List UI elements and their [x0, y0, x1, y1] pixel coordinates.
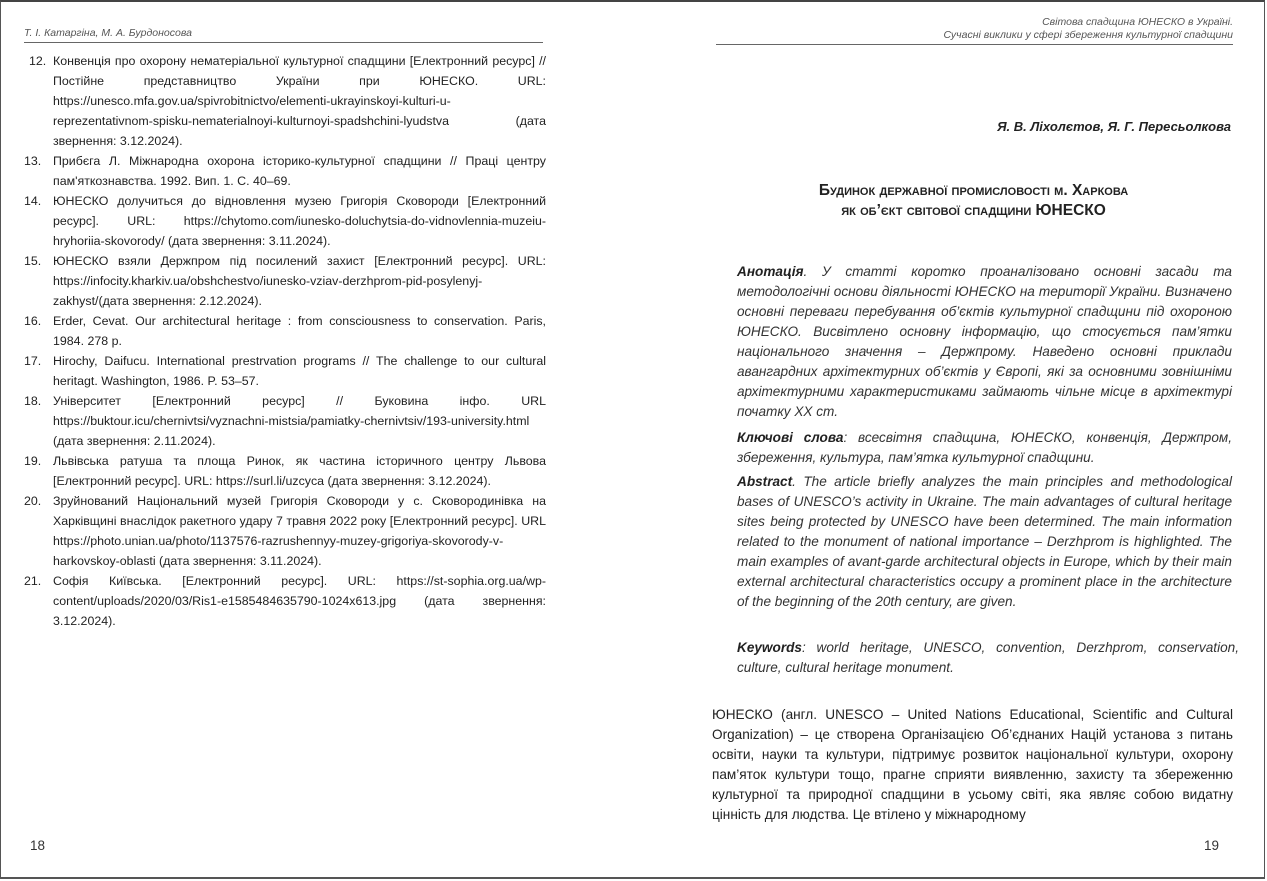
reference-number: 18.	[24, 394, 42, 408]
reference-number: 14.	[24, 194, 42, 208]
reference-text: Конвенція про охорону нематеріальної культурної спадщини [Електронний ресурс] // Постійне представництво України при ЮНЕСКО. URL: https://unesco.mfa.gov.ua/spivrobitnictvo/elementi-ukrayinskoyi-kulturi-u-reprezentativnom-spisku-nematerialnoyi-kulturnoyi-spadshchini-lyudstva (дата звернення: 3.12.2024).	[53, 54, 546, 148]
page-number: 18	[30, 838, 46, 853]
keywords-text: : world heritage, UNESCO, convention, Derzhprom, conservation, culture, cultural heritage monument.	[737, 640, 1239, 675]
title-line: Будинок державної промисловості м. Харкова	[818, 182, 1129, 199]
annotation-text: . У статті коротко проаналізовано основні засади та методологічні основи діяльності ЮНЕСКО на території України. Визначено основні переваги перебування об’єктів культурної спадщини під охороною ЮНЕСКО. Висвітлено основну інформацію, що стосується пам’ятки національного значення – Держпрому. Наведено основні приклади авангардних архітектурних об’єктів у Європі, які за основними зовнішніми архітектурними характеристиками займають чільне місце в архітектурі початку ХХ ст.	[737, 264, 1232, 419]
annotation-ua	[737, 262, 1232, 422]
abstract-en	[737, 472, 1232, 612]
reference-item	[24, 451, 546, 491]
reference-text: Hirochy, Daifucu. International prestrvation programs // The challenge to our cultural heritagt. Washington, 1986. P. 53–57.	[53, 354, 546, 388]
page-left	[0, 0, 600, 881]
body-paragraph: ЮНЕСКО (англ. UNESCO – United Nations Educational, Scientific and Cultural Organization) – це створена Організацією Об’єднаних Націй установа з питань освіти, науки та культури, підтримує розвиток національної культури, охорону пам’яток культури тощо, прагне сприяти виявленню, захисту та збереженню культурної та природної спадщини в усьому світі, яка являє собою видатну цінність для людства. Це втілено у міжнародному	[712, 707, 1233, 822]
abstract-label: Abstract	[737, 474, 793, 489]
reference-item	[24, 51, 546, 151]
reference-text: Львівська ратуша та площа Ринок, як частина історичного центру Львова [Електронний ресурс]. URL: https://surl.li/uzcyca (дата звернення: 3.12.2024).	[53, 454, 546, 488]
reference-item	[24, 491, 546, 571]
reference-text: Зруйнований Національний музей Григорія Сковороди у с. Сковородинівка на Харківщині внаслідок ракетного удару 7 травня 2022 року [Електронний ресурс]. URL https://photo.unian.ua/photo/1137576-razrushennyy-muzey-grigoriya-skovorody-v-harkovskoy-oblasti (дата звернення: 3.11.2024).	[53, 494, 546, 568]
reference-item	[24, 351, 546, 391]
reference-text: ЮНЕСКО долучиться до відновлення музею Григорія Сковороди [Електронний ресурс]. URL: https://chytomo.com/iunesko-doluchytsia-do-vidnovlennia-muzeiu-hryhoriia-skovorody/ (дата звернення: 3.11.2024).	[53, 194, 546, 248]
keywords-text: : всесвітня спадщина, ЮНЕСКО, конвенція, Держпром, збереження, культура, пам’ятка культурної спадщини.	[737, 430, 1232, 465]
reference-list	[24, 51, 546, 631]
article-title	[716, 181, 1231, 221]
keywords-en	[737, 638, 1239, 678]
abstract-text: . The article briefly analyzes the main principles and methodological bases of UNESCO’s activity in Ukraine. The main advantages of cultural heritage sites being protected by UNESCO have been determined. The main information related to the monument of national importance – Derzhprom is highlighted. The main examples of avant-garde architectural objects in Europe, which by their main external architectural characteristics occupy a prominent place in the architecture of the beginning of the 20th century, are given.	[737, 474, 1232, 609]
reference-text: Прибєга Л. Міжнародна охорона історико-культурної спадщини // Праці центру пам'яткознавства. 1992. Вип. 1. С. 40–69.	[53, 154, 546, 188]
reference-text: Erder, Cevat. Our architectural heritage : from consciousness to conservation. Paris, 1984. 278 p.	[53, 314, 546, 348]
reference-item	[24, 251, 546, 311]
reference-item	[24, 191, 546, 251]
title-line: як об’єкт світової спадщини ЮНЕСКО	[841, 202, 1106, 219]
reference-number: 15.	[24, 254, 42, 268]
reference-number: 17.	[24, 354, 42, 368]
page-number: 19	[1204, 838, 1220, 853]
reference-number: 21.	[24, 574, 42, 588]
reference-item	[24, 311, 546, 351]
keywords-label: Keywords	[737, 640, 802, 655]
article-authors: Я. В. Ліхолєтов, Я. Г. Пересьолкова	[997, 119, 1231, 134]
reference-item	[24, 151, 546, 191]
reference-text: Софія Київська. [Електронний ресурс]. URL: https://st-sophia.org.ua/wp-content/uploads/2020/03/Ris1-e1585484635790-1024x613.jpg (дата звернення: 3.12.2024).	[53, 574, 546, 628]
reference-text: Університет [Електронний ресурс] // Буковина інфо. URL https://buktour.icu/chernivtsi/vyznachni-mistsia/pamiatky-chernivtsiv/193-university.html (дата звернення: 2.11.2024).	[53, 394, 546, 448]
reference-number: 12.	[29, 54, 47, 68]
page-right	[660, 0, 1267, 881]
running-head-left: Т. І. Катаргіна, М. А. Бурдоносова	[24, 27, 543, 43]
annotation-label: Анотація	[737, 264, 804, 279]
keywords-label: Ключові слова	[737, 430, 844, 445]
reference-text: ЮНЕСКО взяли Держпром під посилений захист [Електронний ресурс]. URL: https://infocity.kharkiv.ua/obshchestvo/iunesko-vziav-derzhprom-pid-posylenyj-zakhyst/(дата звернення: 2.12.2024).	[53, 254, 546, 308]
running-head-line: Світова спадщина ЮНЕСКО в Україні.	[1042, 16, 1233, 28]
reference-number: 19.	[24, 454, 42, 468]
running-head-line: Сучасні виклики у сфері збереження культурної спадщини	[943, 29, 1233, 41]
reference-item	[24, 391, 546, 451]
reference-number: 13.	[24, 154, 42, 168]
running-head-right	[716, 16, 1233, 45]
reference-number: 16.	[24, 314, 42, 328]
reference-number: 20.	[24, 494, 42, 508]
keywords-ua	[737, 428, 1232, 468]
reference-item	[24, 571, 546, 631]
